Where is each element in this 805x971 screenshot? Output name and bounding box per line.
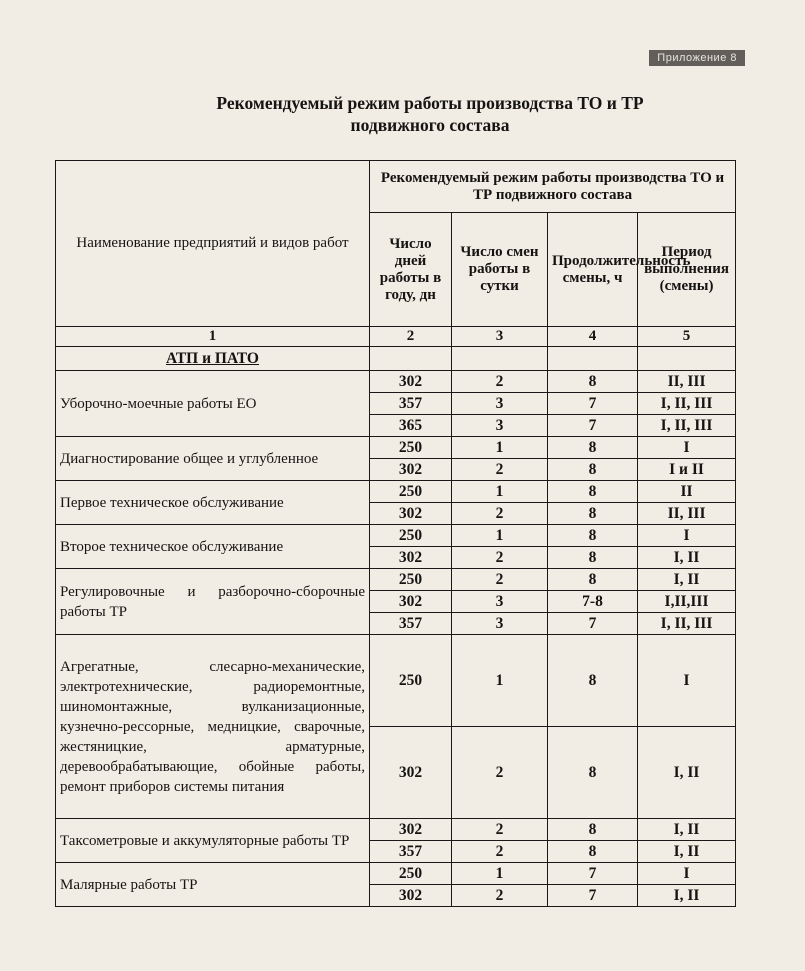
- cell-period: I, II: [638, 569, 736, 591]
- cell-duration: 8: [548, 547, 638, 569]
- table-row: [56, 437, 736, 459]
- work-name: Регулировочные и разборочно-сборочные работы ТР: [56, 569, 370, 635]
- cell-period: I, II, III: [638, 613, 736, 635]
- cell-days: 302: [370, 727, 452, 819]
- column-index-row: [56, 327, 736, 347]
- table-row: [56, 863, 736, 885]
- cell-days: 250: [370, 569, 452, 591]
- cell-shifts: 2: [452, 503, 548, 525]
- cell-duration: 7: [548, 393, 638, 415]
- cell-period: II: [638, 481, 736, 503]
- column-header-days: Число дней работы в году, дн: [370, 213, 452, 327]
- cell-days: 250: [370, 481, 452, 503]
- cell-period: II, III: [638, 371, 736, 393]
- cell-period: I, II, III: [638, 393, 736, 415]
- table-row: [56, 635, 736, 727]
- cell-days: 250: [370, 635, 452, 727]
- cell-duration: 8: [548, 459, 638, 481]
- cell-duration: 7-8: [548, 591, 638, 613]
- table-row: [56, 819, 736, 841]
- cell-days: 357: [370, 841, 452, 863]
- table-row: [56, 525, 736, 547]
- cell-duration: 7: [548, 885, 638, 907]
- cell-days: 250: [370, 437, 452, 459]
- work-name: Агрегатные, слесарно-механические, электротехнические, радиоремонтные, шиномонтажные, вулканизационные, кузнечно-рессорные, медницкие, сварочные, жестяницкие, арматурные, деревообрабатывающие, обойные работы, ремонт приборов системы питания: [56, 635, 370, 819]
- cell-days: 302: [370, 503, 452, 525]
- cell-days: 302: [370, 819, 452, 841]
- index-cell: 2: [370, 327, 452, 347]
- cell-shifts: 1: [452, 525, 548, 547]
- cell-period: II, III: [638, 503, 736, 525]
- cell-shifts: 3: [452, 613, 548, 635]
- cell-period: I, II: [638, 819, 736, 841]
- cell-duration: 7: [548, 863, 638, 885]
- cell-days: 302: [370, 591, 452, 613]
- cell-days: 250: [370, 525, 452, 547]
- cell-shifts: 2: [452, 547, 548, 569]
- cell-period: I: [638, 437, 736, 459]
- cell-duration: 8: [548, 819, 638, 841]
- cell-shifts: 1: [452, 863, 548, 885]
- cell-shifts: 3: [452, 591, 548, 613]
- table-row: [56, 371, 736, 393]
- work-name: Таксометровые и аккумуляторные работы ТР: [56, 819, 370, 863]
- cell-shifts: 2: [452, 885, 548, 907]
- cell-days: 302: [370, 885, 452, 907]
- cell-period: I и II: [638, 459, 736, 481]
- cell-duration: 7: [548, 613, 638, 635]
- index-cell: 5: [638, 327, 736, 347]
- cell-days: 302: [370, 371, 452, 393]
- column-header-shifts: Число смен работы в сутки: [452, 213, 548, 327]
- cell-duration: 8: [548, 635, 638, 727]
- cell-shifts: 2: [452, 569, 548, 591]
- work-name: Первое техническое обслуживание: [56, 481, 370, 525]
- cell-shifts: 2: [452, 819, 548, 841]
- index-cell: 1: [56, 327, 370, 347]
- column-header-duration: Продолжительность смены, ч: [548, 213, 638, 327]
- cell-days: 250: [370, 863, 452, 885]
- regime-table: [55, 160, 736, 907]
- cell-duration: 8: [548, 525, 638, 547]
- cell-duration: 8: [548, 503, 638, 525]
- cell-duration: 8: [548, 371, 638, 393]
- cell-period: I, II: [638, 547, 736, 569]
- title-line-1: Рекомендуемый режим работы производства ТО и ТР: [216, 93, 644, 113]
- cell-duration: 8: [548, 437, 638, 459]
- cell-shifts: 3: [452, 393, 548, 415]
- document-title: [120, 92, 740, 136]
- index-cell: 4: [548, 327, 638, 347]
- cell-duration: 8: [548, 841, 638, 863]
- work-name: Малярные работы ТР: [56, 863, 370, 907]
- cell-period: I: [638, 525, 736, 547]
- cell-period: I, II, III: [638, 415, 736, 437]
- cell-days: 357: [370, 393, 452, 415]
- cell-period: I, II: [638, 727, 736, 819]
- cell-period: I,II,III: [638, 591, 736, 613]
- cell-days: 302: [370, 459, 452, 481]
- cell-days: 357: [370, 613, 452, 635]
- cell-days: 365: [370, 415, 452, 437]
- cell-shifts: 2: [452, 371, 548, 393]
- index-cell: 3: [452, 327, 548, 347]
- section-row: [56, 347, 736, 371]
- cell-shifts: 3: [452, 415, 548, 437]
- table-row: [56, 481, 736, 503]
- cell-duration: 8: [548, 481, 638, 503]
- group-header: Рекомендуемый режим работы производства ТО и ТР подвижного состава: [370, 161, 736, 213]
- cell-period: I: [638, 863, 736, 885]
- cell-shifts: 1: [452, 635, 548, 727]
- cell-shifts: 2: [452, 841, 548, 863]
- table-row: [56, 569, 736, 591]
- work-name: Второе техническое обслуживание: [56, 525, 370, 569]
- cell-duration: 7: [548, 415, 638, 437]
- column-header-name: Наименование предприятий и видов работ: [56, 161, 370, 327]
- section-title: АТП и ПАТО: [56, 347, 370, 371]
- work-name: Диагностирование общее и углубленное: [56, 437, 370, 481]
- cell-period: I: [638, 635, 736, 727]
- cell-duration: 8: [548, 569, 638, 591]
- cell-shifts: 1: [452, 437, 548, 459]
- work-name: Уборочно-моечные работы ЕО: [56, 371, 370, 437]
- cell-shifts: 2: [452, 727, 548, 819]
- cell-days: 302: [370, 547, 452, 569]
- cell-duration: 8: [548, 727, 638, 819]
- cell-period: I, II: [638, 885, 736, 907]
- title-line-2: подвижного состава: [350, 115, 510, 135]
- appendix-tag: Приложение 8: [649, 50, 745, 66]
- cell-shifts: 2: [452, 459, 548, 481]
- cell-shifts: 1: [452, 481, 548, 503]
- column-header-period: Период выполнения (смены): [638, 213, 736, 327]
- cell-period: I, II: [638, 841, 736, 863]
